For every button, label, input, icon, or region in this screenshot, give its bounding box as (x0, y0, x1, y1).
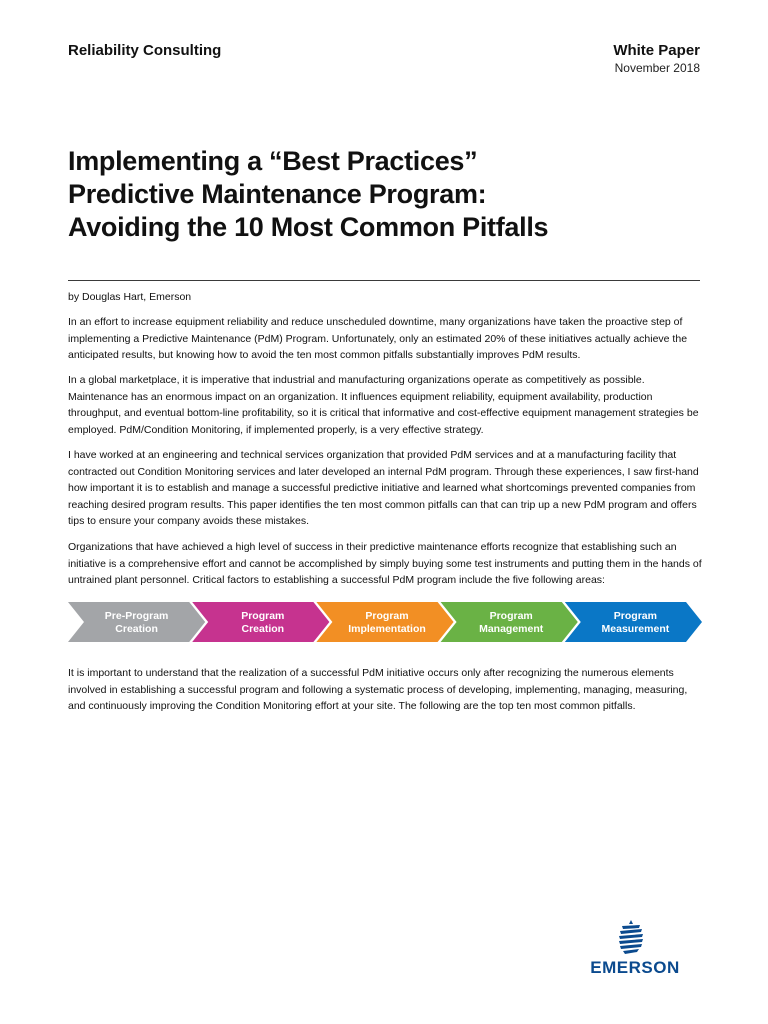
process-step-chevron (192, 602, 329, 642)
process-step-chevron (441, 602, 578, 642)
process-step-label: Creation (115, 623, 158, 635)
process-step-program-implementation (316, 602, 453, 642)
process-step-pre-program-creation (68, 602, 205, 642)
process-step-program-measurement (565, 602, 702, 642)
process-step-label: Program (489, 610, 533, 622)
publication-date: November 2018 (614, 61, 700, 75)
process-step-label: Program (365, 610, 409, 622)
emerson-logo (568, 920, 702, 980)
process-flow-diagram (68, 602, 702, 642)
header-left: Reliability Consulting (68, 42, 222, 59)
process-step-label: Program (241, 610, 285, 622)
process-step-label: Management (479, 623, 544, 635)
title-divider (68, 280, 700, 281)
process-step-label: Creation (241, 623, 285, 635)
emerson-logo-mark (616, 920, 646, 956)
paragraph-conclusion: It is important to understand that the realization of a successful PdM initiative occurs only after recognizing the numerous elements involved in establishing a successful program and following a systematic process of developing, implementing, managing, measuring, and continuously improving the Condition Monitoring effort at your site. The following are the top ten most common pitfalls. (68, 667, 688, 712)
paragraph-intro: In an effort to increase equipment reliability and reduce unscheduled downtime, many organizations have taken the proactive step of implementing a Predictive Maintenance (PdM) Program. Unfortunately, only an estimated 20% of these initiatives actually achieve the anticipated results, but knowing how to avoid the ten most common pitfalls substantially improves PdM results. (68, 316, 688, 361)
paragraph-experience: I have worked at an engineering and technical services organization that provided PdM services and at a manufacturing facility that contracted out Condition Monitoring services and later developed an internal PdM program. Through these experiences, I saw first-hand how important it is to establish and manage a successful predictive initiative and learned what shortcomings prevented companies from reaching desired program results. This paper identifies the ten most common pitfalls can that can trip up a new PdM program and offers tips to ensure your company avoids these mistakes. (68, 449, 699, 527)
header-right (613, 42, 700, 76)
emerson-wordmark: EMERSON (590, 958, 680, 977)
process-step-program-management (441, 602, 578, 642)
document-type: White Paper (613, 42, 700, 59)
document-title (68, 145, 708, 244)
process-step-chevron (316, 602, 453, 642)
process-step-label: Measurement (601, 623, 670, 635)
process-step-chevron (565, 602, 702, 642)
process-step-label: Program (613, 610, 657, 622)
process-step-program-creation (192, 602, 329, 642)
process-step-chevron (68, 602, 205, 642)
process-step-label: Implementation (348, 623, 426, 635)
title-line: Implementing a “Best Practices” (68, 146, 478, 176)
title-line: Predictive Maintenance Program: (68, 179, 487, 209)
title-line: Avoiding the 10 Most Common Pitfalls (68, 212, 549, 242)
byline: by Douglas Hart, Emerson (68, 291, 192, 303)
paragraph-critical-factors: Organizations that have achieved a high level of success in their predictive maintenance efforts recognize that establishing such an initiative is a comprehensive effort and cannot be accomplished by simply buying some test instruments and putting them in the hands of untrained plant personnel. Critical factors to establishing a successful PdM program include the five following areas: (68, 541, 702, 586)
process-flow-svg (68, 602, 702, 642)
paragraph-global-marketplace: In a global marketplace, it is imperative that industrial and manufacturing organizations operate as competitively as possible. Maintenance has an enormous impact on an organization. It influences equipment reliability, equipment availability, production throughput, and eventual bottom-line profitability, so it is critical that informative and cost-effective equipment management strategies be employed. PdM/Condition Monitoring, if implemented properly, is a very effective strategy. (68, 374, 699, 436)
process-step-label: Pre-Program (104, 610, 169, 622)
